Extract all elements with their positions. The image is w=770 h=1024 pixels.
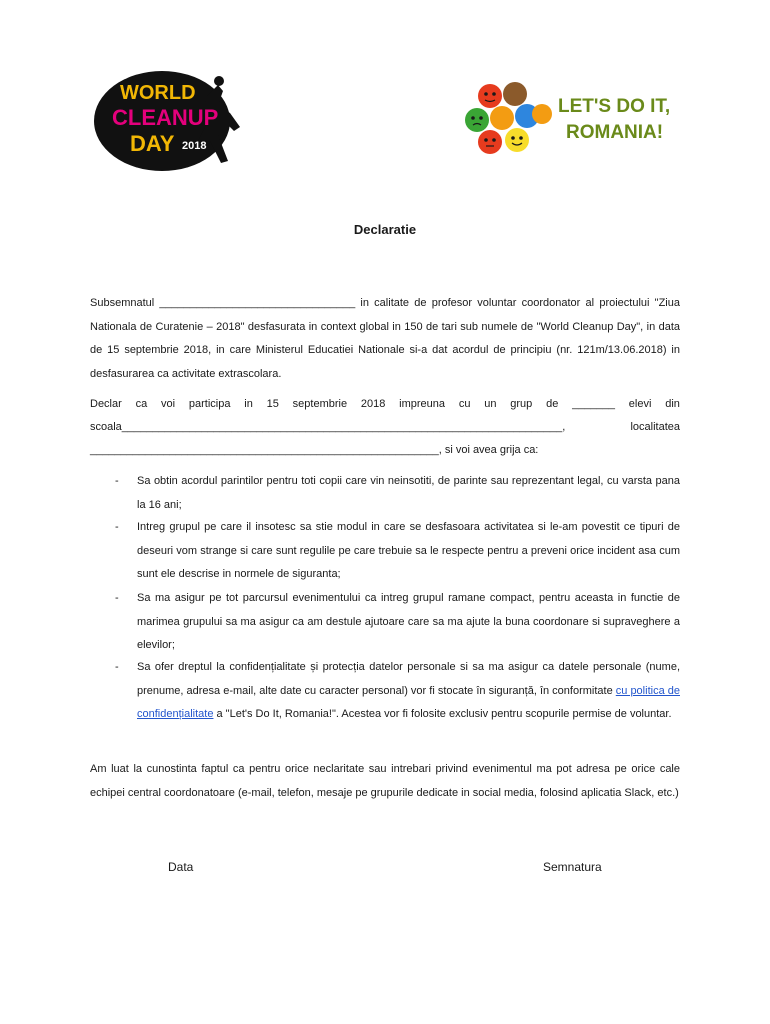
- list-item: [90, 516, 680, 587]
- signature-label: Semnatura: [543, 860, 602, 874]
- declar-word: 15: [266, 398, 279, 410]
- school-blank: scoala________________________________________________________________________,: [90, 421, 566, 433]
- list-item: [90, 656, 680, 727]
- list-item: [90, 587, 680, 658]
- paragraph-intro: Subsemnatul ________________________________ in calitate de profesor voluntar coordonator al proiectului "Ziua Nationala de Curatenie – 2018" desfasurata in context global in 150 de tari sub numele de "World Cleanup Day", in data de 15 septembrie 2018, in care Ministerul Educatiei Nationale si-a dat acordul de principiu (nr. 121m/13.06.2018) in desfasurarea ca activitate extrascolara.: [90, 297, 680, 380]
- scoala-row: [90, 416, 680, 439]
- wcd-line-3: DAY: [130, 131, 175, 156]
- students-count-blank: _______: [572, 398, 615, 410]
- locality-line: _________________________________________________________, si voi avea grija ca:: [90, 444, 539, 456]
- list-item-text: [137, 656, 680, 727]
- list-item-text: Intreg grupul pe care il insotesc sa stie modul in care se desfasoara activitatea si le-am povestit ce tipuri de deseuri vom strange si care sunt regulile pe care trebuie sa le respecte pentru a preveni orice incident asa cum sunt ele descrise in normele de siguranta;: [137, 521, 680, 580]
- declar-word: septembrie: [292, 398, 348, 410]
- list-item-text: Sa ma asigur pe tot parcursul evenimentului ca intreg grupul ramane compact, pentru aceasta in functie de marimea grupului sa ma asigur ca am destule ajutoare care sa ma ajute la buna coordonare si supraveghere a elevilor;: [137, 592, 680, 651]
- declar-word: Declar: [90, 398, 122, 410]
- date-label: Data: [168, 860, 194, 874]
- bullet-dash: -: [115, 592, 119, 604]
- declar-word: 2018: [360, 398, 386, 410]
- bullet-dash: -: [115, 521, 119, 533]
- privacy-text-after: a "Let's Do It, Romania!". Acestea vor fi folosite exclusiv pentru scopurile permise de voluntar.: [213, 708, 672, 720]
- privacy-policy-link[interactable]: cu politica de confidențialitate: [137, 684, 680, 720]
- declar-word: in: [244, 398, 253, 410]
- declar-word: din: [665, 398, 680, 410]
- declar-word: cu: [458, 398, 471, 410]
- wcd-year: 2018: [182, 140, 207, 152]
- declar-word: grup: [510, 398, 533, 410]
- world-cleanup-day-logo: [90, 65, 245, 177]
- declar-word: un: [484, 398, 497, 410]
- bullet-dash: -: [115, 661, 119, 673]
- list-item: [90, 470, 680, 517]
- bullet-dash: -: [115, 475, 119, 487]
- closing-paragraph: Am luat la cunostinta faptul ca pentru orice neclaritate sau intrebari privind evenimentul ma pot adresa pe orice cale echipei central coordonatoare (e-mail, telefon, mesaje pe grupurile dedicate in social media, folosind aplicatia Slack, etc.): [90, 763, 680, 799]
- privacy-text-before: Sa ofer dreptul la confidențialitate și protecția datelor personale si sa ma asigur ca datele personale (nume, prenume, adresa e-mail, alte date cu caracter personal) vor fi stocate în siguranță, în conformitate: [137, 661, 680, 697]
- declar-word: elevi: [628, 398, 652, 410]
- lets-do-it-romania-logo: [462, 78, 687, 160]
- declar-word: impreuna: [399, 398, 446, 410]
- declar-word: ca: [135, 398, 148, 410]
- ldi-line-1: LET'S DO IT,: [558, 96, 671, 117]
- declar-word: de: [546, 398, 559, 410]
- ldi-line-2: ROMANIA!: [566, 122, 664, 143]
- list-item-text: Sa obtin acordul parintilor pentru toti copii care vin neinsotiti, de parinte sau reprezentant legal, cu varsta pana la 16 ani;: [137, 475, 680, 511]
- localitate-label: localitatea: [630, 421, 680, 433]
- declar-word: voi: [161, 398, 176, 410]
- declar-word: participa: [188, 398, 231, 410]
- wcd-line-2: CLEANUP: [112, 105, 219, 130]
- declar-row: [90, 393, 680, 416]
- wcd-line-1: WORLD: [120, 82, 196, 104]
- document-title: Declaratie: [353, 222, 417, 237]
